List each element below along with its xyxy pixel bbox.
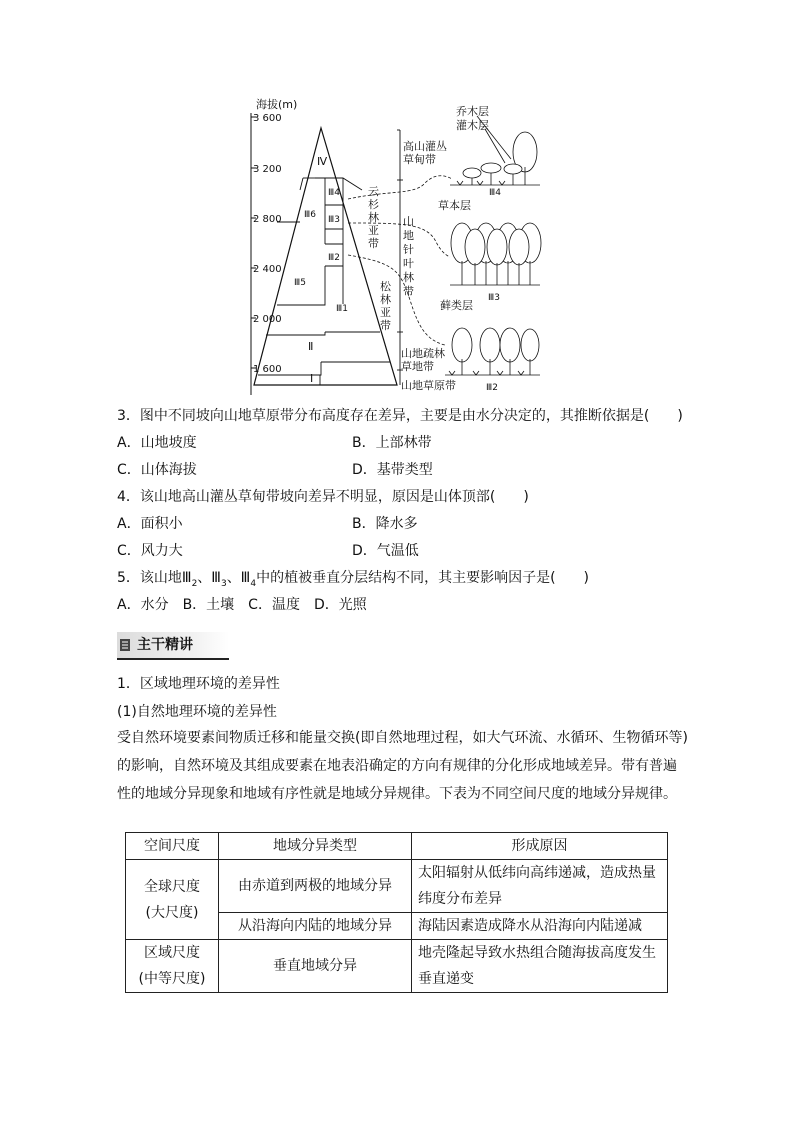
svg-text:林: 林 <box>403 271 414 284</box>
label-panel-iii3: Ⅲ3 <box>488 293 500 303</box>
svg-text:叶: 叶 <box>403 257 414 270</box>
para-line-1: 受自然环境要素间物质迁移和能量交换(即自然地理过程，如大气环流、水循环、生物循环等) <box>117 730 688 746</box>
q5-options[interactable]: A．水分 B．土壤 C．温度 D．光照 <box>117 597 367 613</box>
belt-alpine-label <box>403 139 447 166</box>
para-line-2: 的影响，自然环境及其组成要素在地表沿确定的方向有规律的分化形成地域差异。带有普遍 <box>117 758 677 774</box>
label-shrub-layer: 灌木层 <box>456 119 489 132</box>
label-panel-iii4: Ⅲ4 <box>489 188 501 198</box>
th-scale: 空间尺度 <box>126 833 219 860</box>
section-header <box>117 632 229 658</box>
svg-text:带: 带 <box>403 285 414 298</box>
svg-text:云: 云 <box>368 185 379 198</box>
heading-2: (1)自然地理环境的差异性 <box>117 704 277 720</box>
svg-text:林: 林 <box>380 293 391 306</box>
zone-iii3: Ⅲ3 <box>328 215 340 225</box>
cell-row1-type: 由赤道到两极的地域分异 <box>219 860 412 913</box>
svg-text:松: 松 <box>380 280 391 293</box>
svg-text:山: 山 <box>403 215 414 228</box>
svg-text:亚: 亚 <box>368 224 379 237</box>
svg-text:草甸带: 草甸带 <box>403 153 436 166</box>
svg-text:亚: 亚 <box>380 306 391 319</box>
svg-text:带: 带 <box>380 319 391 332</box>
y-axis-title: 海拔(m) <box>256 98 298 111</box>
q3-option-d[interactable]: D．基带类型 <box>352 462 433 478</box>
th-type: 地域分异类型 <box>219 833 412 860</box>
svg-text:地: 地 <box>403 229 414 242</box>
section-title: 主干精讲 <box>137 637 193 653</box>
zone-iii4: Ⅲ4 <box>328 188 340 198</box>
svg-text:杉: 杉 <box>368 198 379 211</box>
label-panel-iii2: Ⅲ2 <box>486 383 498 393</box>
cell-scale-global: 全球尺度 (大尺度) <box>126 860 219 940</box>
svg-text:高山灌丛: 高山灌丛 <box>403 140 447 153</box>
svg-text:带: 带 <box>368 237 379 250</box>
q4-option-d[interactable]: D．气温低 <box>352 543 419 559</box>
belt-steppe-label: 山地草原带 <box>401 379 456 392</box>
label-moss-layer: 藓类层 <box>440 299 473 312</box>
belt-sparse-label <box>401 346 445 373</box>
zonation-table <box>125 832 668 993</box>
q3-option-c[interactable]: C．山体海拔 <box>117 462 197 478</box>
cell-row3-type: 垂直地域分异 <box>219 940 412 993</box>
cell-row3-reason: 地壳隆起导致水热组合随海拔高度发生 垂直递变 <box>412 940 668 993</box>
th-reason: 形成原因 <box>412 833 668 860</box>
q3-option-a[interactable]: A．山地坡度 <box>117 435 197 451</box>
svg-text:林: 林 <box>368 211 379 224</box>
zone-ii: Ⅱ <box>308 340 314 353</box>
zone-codes <box>294 155 348 385</box>
label-tree-layer: 乔木层 <box>456 105 489 118</box>
cell-scale-regional: 区域尺度 (中等尺度) <box>126 940 219 993</box>
q4-option-a[interactable]: A．面积小 <box>117 516 183 532</box>
para-line-3: 性的地域分异现象和地域有序性就是地域分异规律。下表为不同空间尺度的地域分异规律。 <box>117 786 677 802</box>
tick-1600: 1 600 <box>253 364 282 375</box>
question-3-stem: 3．图中不同坡向山地草原带分布高度存在差异，主要是由水分决定的，其推断依据是( ) <box>117 408 683 424</box>
cell-row2-reason: 海陆因素造成降水从沿海向内陆递减 <box>412 913 668 940</box>
zone-iv: Ⅳ <box>317 155 328 168</box>
table-header-row <box>126 833 668 860</box>
zone-iii5: Ⅲ5 <box>294 278 306 288</box>
q4-option-b[interactable]: B．降水多 <box>352 516 418 532</box>
zone-iii1: Ⅲ1 <box>336 304 348 314</box>
q4-option-c[interactable]: C．风力大 <box>117 543 183 559</box>
tick-2400: 2 400 <box>253 264 282 275</box>
table-row <box>126 940 668 993</box>
tick-3200: 3 200 <box>253 164 282 175</box>
book-icon <box>119 638 131 652</box>
panel-iii2-illustration <box>445 328 540 375</box>
tick-2000: 2 000 <box>253 314 282 325</box>
panel-iii3-illustration <box>450 223 541 285</box>
subbelt-pine-label <box>380 279 392 332</box>
q3-option-b[interactable]: B．上部林带 <box>352 435 432 451</box>
tick-3600: 3 600 <box>253 113 282 124</box>
zone-i: Ⅰ <box>310 372 314 385</box>
heading-1: 1．区域地理环境的差异性 <box>117 676 280 692</box>
zone-iii2: Ⅲ2 <box>328 253 340 263</box>
svg-text:山地疏林: 山地疏林 <box>401 347 445 360</box>
vertical-zonation-diagram <box>240 95 560 400</box>
svg-text:针: 针 <box>403 243 414 256</box>
tick-2800: 2 800 <box>253 214 282 225</box>
zone-iii6: Ⅲ6 <box>304 210 316 220</box>
cell-row1-reason: 太阳辐射从低纬向高纬递减，造成热量 纬度分布差异 <box>412 860 668 913</box>
cell-row2-type: 从沿海向内陆的地域分异 <box>219 913 412 940</box>
table-row <box>126 860 668 913</box>
label-herb-layer: 草本层 <box>438 199 471 212</box>
question-4-stem: 4．该山地高山灌丛草甸带坡向差异不明显，原因是山体顶部( ) <box>117 489 529 505</box>
question-5-stem: 5．该山地$Ⅲ_2$、$Ⅲ_3$、$Ⅲ_4$中的植被垂直分层结构不同，其主要影响因子是( ) <box>117 570 590 589</box>
svg-text:草地带: 草地带 <box>401 360 434 373</box>
